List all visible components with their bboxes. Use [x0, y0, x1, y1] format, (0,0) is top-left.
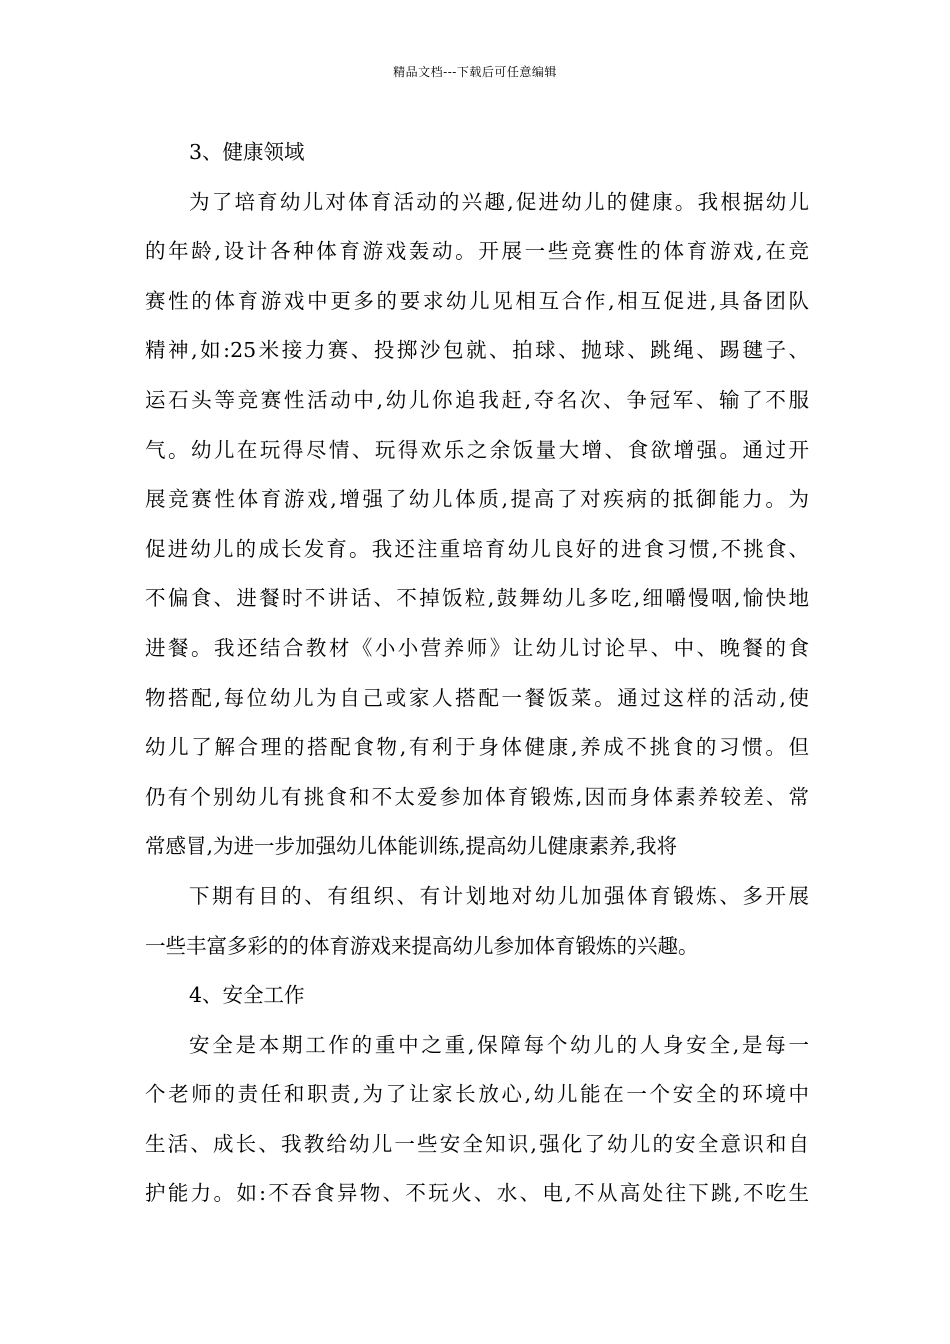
section-health	[145, 128, 809, 971]
text-line: 生活、成长、我教给幼儿一些安全知识,强化了幼儿的安全意识和自	[145, 1131, 809, 1156]
section-heading: 3、健康领域	[189, 140, 305, 164]
text-line: 不偏食、进餐时不讲话、不掉饭粒,鼓舞幼儿多吃,细嚼慢咽,愉快地	[145, 586, 809, 611]
text-line: 赛性的体育游戏中更多的要求幼儿见相互合作,相互促进,具备团队	[145, 288, 809, 313]
paragraph	[145, 872, 809, 971]
text-line: 展竞赛性体育游戏,增强了幼儿体质,提高了对疾病的抵御能力。为	[145, 487, 809, 512]
text-line: 仍有个别幼儿有挑食和不太爱参加体育锻炼,因而身体素养较差、常	[145, 784, 809, 809]
text-line: 进餐。我还结合教材《小小营养师》让幼儿讨论早、中、晚餐的食	[145, 635, 809, 660]
text-line: 下期有目的、有组织、有计划地对幼儿加强体育锻炼、多开展	[189, 883, 809, 908]
text-line: 常感冒,为进一步加强幼儿体能训练,提高幼儿健康素养,我将	[145, 834, 678, 859]
page-header: 精品文档---下载后可任意编辑	[393, 65, 557, 79]
text-line: 安全是本期工作的重中之重,保障每个幼儿的人身安全,是每一	[189, 1032, 809, 1057]
text-line: 个老师的责任和职责,为了让家长放心,幼儿能在一个安全的环境中	[145, 1082, 809, 1107]
text-line: 运石头等竞赛性活动中,幼儿你追我赶,夺名次、争冠军、输了不服	[145, 387, 809, 412]
text-line: 的年龄,设计各种体育游戏轰动。开展一些竞赛性的体育游戏,在竞	[145, 239, 809, 264]
section-heading: 4、安全工作	[189, 983, 305, 1008]
paragraph	[145, 1021, 809, 1219]
text-line: 物搭配,每位幼儿为自己或家人搭配一餐饭菜。通过这样的活动,使	[145, 685, 809, 710]
text-line: 一些丰富多彩的的体育游戏来提高幼儿参加体育锻炼的兴趣。	[145, 933, 699, 958]
text-line: 幼儿了解合理的搭配食物,有利于身体健康,养成不挑食的习惯。但	[145, 735, 809, 760]
section-safety	[145, 971, 809, 1219]
text-line: 精神,如:25米接力赛、投掷沙包就、拍球、抛球、跳绳、踢毽子、	[145, 338, 809, 363]
document-body	[145, 128, 809, 1219]
text-line: 为了培育幼儿对体育活动的兴趣,促进幼儿的健康。我根据幼儿	[189, 189, 809, 214]
text-line: 护能力。如:不吞食异物、不玩火、水、电,不从高处往下跳,不吃生	[145, 1181, 809, 1206]
paragraph	[145, 178, 809, 872]
text-line: 气。幼儿在玩得尽情、玩得欢乐之余饭量大增、食欲增强。通过开	[145, 437, 809, 462]
text-line: 促进幼儿的成长发育。我还注重培育幼儿良好的进食习惯,不挑食、	[145, 536, 809, 561]
